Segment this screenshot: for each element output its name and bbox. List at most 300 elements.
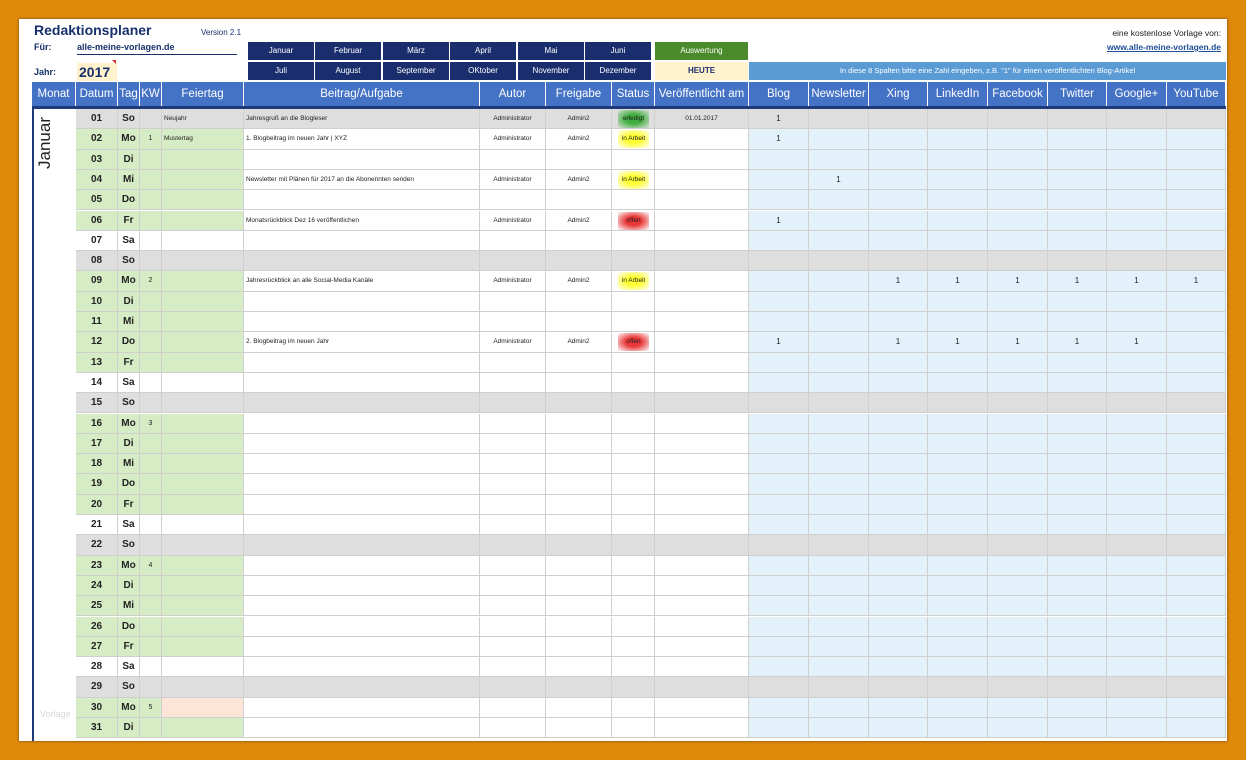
- cell-datum[interactable]: 18: [76, 454, 118, 474]
- cell-feiertag[interactable]: [162, 292, 244, 312]
- cell-blog[interactable]: 1: [749, 332, 809, 352]
- cell-tag[interactable]: Mo: [118, 556, 140, 576]
- cell-google[interactable]: [1107, 596, 1167, 616]
- cell-xing[interactable]: [869, 150, 928, 170]
- cell-kw[interactable]: [140, 170, 162, 190]
- cell-datum[interactable]: 05: [76, 190, 118, 210]
- cell-blog[interactable]: [749, 535, 809, 555]
- cell-tag[interactable]: Mo: [118, 271, 140, 291]
- cell-kw[interactable]: [140, 312, 162, 332]
- cell-status[interactable]: [612, 617, 655, 637]
- cell-google[interactable]: [1107, 373, 1167, 393]
- cell-youtube[interactable]: [1167, 414, 1226, 434]
- cell-blog[interactable]: [749, 373, 809, 393]
- cell-blog[interactable]: [749, 637, 809, 657]
- cell-status[interactable]: [612, 373, 655, 393]
- cell-veroeff[interactable]: [655, 495, 749, 515]
- cell-youtube[interactable]: [1167, 231, 1226, 251]
- cell-status[interactable]: [612, 211, 655, 231]
- cell-xing[interactable]: [869, 535, 928, 555]
- cell-linkedin[interactable]: [928, 170, 988, 190]
- cell-kw[interactable]: [140, 332, 162, 352]
- cell-google[interactable]: [1107, 495, 1167, 515]
- cell-autor[interactable]: [480, 718, 546, 738]
- cell-linkedin[interactable]: [928, 515, 988, 535]
- cell-facebook[interactable]: [988, 637, 1048, 657]
- cell-status[interactable]: [612, 474, 655, 494]
- cell-autor[interactable]: [480, 515, 546, 535]
- cell-beitrag[interactable]: Newsletter mit Plänen für 2017 an die Abonennten senden: [244, 170, 480, 190]
- cell-veroeff[interactable]: [655, 393, 749, 413]
- cell-datum[interactable]: 21: [76, 515, 118, 535]
- cell-youtube[interactable]: [1167, 393, 1226, 413]
- heute-button[interactable]: HEUTE: [655, 62, 748, 80]
- cell-autor[interactable]: [480, 637, 546, 657]
- cell-freigabe[interactable]: Admin2: [546, 129, 612, 149]
- cell-youtube[interactable]: [1167, 251, 1226, 271]
- column-header-autor[interactable]: Autor: [480, 82, 546, 106]
- cell-status[interactable]: [612, 251, 655, 271]
- cell-freigabe[interactable]: [546, 353, 612, 373]
- cell-tag[interactable]: Fr: [118, 495, 140, 515]
- cell-veroeff[interactable]: [655, 718, 749, 738]
- cell-veroeff[interactable]: [655, 535, 749, 555]
- cell-youtube[interactable]: [1167, 535, 1226, 555]
- cell-tag[interactable]: Mo: [118, 414, 140, 434]
- cell-newsletter[interactable]: [809, 332, 869, 352]
- cell-twitter[interactable]: [1048, 718, 1107, 738]
- cell-xing[interactable]: [869, 677, 928, 697]
- cell-feiertag[interactable]: [162, 535, 244, 555]
- cell-facebook[interactable]: [988, 454, 1048, 474]
- cell-xing[interactable]: [869, 292, 928, 312]
- cell-autor[interactable]: [480, 190, 546, 210]
- cell-feiertag[interactable]: [162, 373, 244, 393]
- cell-datum[interactable]: 02: [76, 129, 118, 149]
- cell-blog[interactable]: 1: [749, 109, 809, 129]
- cell-newsletter[interactable]: [809, 434, 869, 454]
- cell-tag[interactable]: Sa: [118, 657, 140, 677]
- cell-blog[interactable]: [749, 150, 809, 170]
- cell-xing[interactable]: [869, 393, 928, 413]
- cell-facebook[interactable]: [988, 718, 1048, 738]
- cell-veroeff[interactable]: [655, 373, 749, 393]
- cell-twitter[interactable]: [1048, 596, 1107, 616]
- cell-facebook[interactable]: [988, 190, 1048, 210]
- cell-autor[interactable]: [480, 292, 546, 312]
- cell-tag[interactable]: Mi: [118, 596, 140, 616]
- cell-twitter[interactable]: [1048, 353, 1107, 373]
- cell-kw[interactable]: [140, 474, 162, 494]
- cell-linkedin[interactable]: [928, 474, 988, 494]
- cell-datum[interactable]: 03: [76, 150, 118, 170]
- cell-twitter[interactable]: [1048, 698, 1107, 718]
- cell-google[interactable]: [1107, 535, 1167, 555]
- cell-youtube[interactable]: [1167, 129, 1226, 149]
- cell-kw[interactable]: [140, 535, 162, 555]
- cell-freigabe[interactable]: [546, 677, 612, 697]
- cell-kw[interactable]: [140, 677, 162, 697]
- cell-tag[interactable]: Fr: [118, 353, 140, 373]
- cell-feiertag[interactable]: [162, 150, 244, 170]
- cell-beitrag[interactable]: Monatsrückblick Dez 16 veröffentlichen: [244, 211, 480, 231]
- column-header-newsletter[interactable]: Newsletter: [809, 82, 869, 106]
- cell-xing[interactable]: 1: [869, 271, 928, 291]
- cell-blog[interactable]: [749, 434, 809, 454]
- cell-facebook[interactable]: [988, 576, 1048, 596]
- cell-beitrag[interactable]: [244, 474, 480, 494]
- cell-newsletter[interactable]: [809, 698, 869, 718]
- cell-beitrag[interactable]: [244, 434, 480, 454]
- cell-newsletter[interactable]: [809, 373, 869, 393]
- cell-veroeff[interactable]: [655, 231, 749, 251]
- cell-autor[interactable]: [480, 495, 546, 515]
- cell-tag[interactable]: Fr: [118, 637, 140, 657]
- cell-twitter[interactable]: [1048, 373, 1107, 393]
- cell-xing[interactable]: [869, 190, 928, 210]
- cell-kw[interactable]: [140, 150, 162, 170]
- cell-google[interactable]: [1107, 454, 1167, 474]
- cell-facebook[interactable]: [988, 211, 1048, 231]
- cell-youtube[interactable]: [1167, 718, 1226, 738]
- cell-datum[interactable]: 20: [76, 495, 118, 515]
- cell-beitrag[interactable]: [244, 698, 480, 718]
- cell-xing[interactable]: [869, 231, 928, 251]
- cell-tag[interactable]: So: [118, 535, 140, 555]
- cell-twitter[interactable]: [1048, 251, 1107, 271]
- cell-xing[interactable]: [869, 434, 928, 454]
- cell-datum[interactable]: 22: [76, 535, 118, 555]
- cell-twitter[interactable]: [1048, 657, 1107, 677]
- cell-facebook[interactable]: [988, 677, 1048, 697]
- cell-autor[interactable]: Administrator: [480, 129, 546, 149]
- cell-newsletter[interactable]: [809, 190, 869, 210]
- cell-twitter[interactable]: [1048, 495, 1107, 515]
- cell-datum[interactable]: 23: [76, 556, 118, 576]
- cell-freigabe[interactable]: [546, 718, 612, 738]
- cell-tag[interactable]: Di: [118, 718, 140, 738]
- cell-status[interactable]: [612, 190, 655, 210]
- cell-status[interactable]: [612, 129, 655, 149]
- cell-youtube[interactable]: [1167, 353, 1226, 373]
- cell-kw[interactable]: [140, 495, 162, 515]
- cell-veroeff[interactable]: [655, 474, 749, 494]
- cell-linkedin[interactable]: [928, 718, 988, 738]
- cell-freigabe[interactable]: [546, 535, 612, 555]
- cell-beitrag[interactable]: [244, 495, 480, 515]
- cell-feiertag[interactable]: [162, 617, 244, 637]
- cell-status[interactable]: [612, 637, 655, 657]
- cell-beitrag[interactable]: [244, 312, 480, 332]
- cell-google[interactable]: 1: [1107, 271, 1167, 291]
- cell-beitrag[interactable]: [244, 190, 480, 210]
- cell-status[interactable]: [612, 271, 655, 291]
- cell-tag[interactable]: Mo: [118, 698, 140, 718]
- cell-autor[interactable]: [480, 251, 546, 271]
- cell-status[interactable]: [612, 170, 655, 190]
- cell-blog[interactable]: [749, 292, 809, 312]
- month-button-august[interactable]: August: [315, 62, 381, 80]
- cell-xing[interactable]: [869, 718, 928, 738]
- cell-beitrag[interactable]: [244, 393, 480, 413]
- cell-veroeff[interactable]: [655, 596, 749, 616]
- cell-xing[interactable]: [869, 657, 928, 677]
- cell-freigabe[interactable]: Admin2: [546, 170, 612, 190]
- cell-freigabe[interactable]: [546, 190, 612, 210]
- cell-status[interactable]: [612, 434, 655, 454]
- cell-status[interactable]: [612, 515, 655, 535]
- cell-freigabe[interactable]: [546, 150, 612, 170]
- cell-linkedin[interactable]: [928, 454, 988, 474]
- cell-youtube[interactable]: [1167, 515, 1226, 535]
- cell-blog[interactable]: [749, 718, 809, 738]
- cell-datum[interactable]: 13: [76, 353, 118, 373]
- cell-kw[interactable]: [140, 353, 162, 373]
- cell-beitrag[interactable]: [244, 515, 480, 535]
- cell-google[interactable]: [1107, 231, 1167, 251]
- cell-youtube[interactable]: [1167, 332, 1226, 352]
- cell-xing[interactable]: [869, 454, 928, 474]
- cell-youtube[interactable]: [1167, 150, 1226, 170]
- cell-autor[interactable]: Administrator: [480, 170, 546, 190]
- cell-facebook[interactable]: [988, 414, 1048, 434]
- cell-kw[interactable]: 2: [140, 271, 162, 291]
- cell-linkedin[interactable]: [928, 373, 988, 393]
- cell-youtube[interactable]: [1167, 556, 1226, 576]
- cell-facebook[interactable]: [988, 312, 1048, 332]
- cell-kw[interactable]: [140, 657, 162, 677]
- cell-freigabe[interactable]: [546, 231, 612, 251]
- cell-google[interactable]: [1107, 576, 1167, 596]
- cell-autor[interactable]: [480, 698, 546, 718]
- cell-youtube[interactable]: [1167, 495, 1226, 515]
- cell-tag[interactable]: Di: [118, 150, 140, 170]
- cell-feiertag[interactable]: [162, 211, 244, 231]
- cell-facebook[interactable]: [988, 231, 1048, 251]
- cell-kw[interactable]: [140, 576, 162, 596]
- cell-freigabe[interactable]: [546, 312, 612, 332]
- cell-youtube[interactable]: [1167, 657, 1226, 677]
- cell-google[interactable]: [1107, 434, 1167, 454]
- cell-google[interactable]: [1107, 312, 1167, 332]
- cell-twitter[interactable]: [1048, 393, 1107, 413]
- cell-beitrag[interactable]: [244, 637, 480, 657]
- cell-google[interactable]: [1107, 393, 1167, 413]
- cell-linkedin[interactable]: [928, 617, 988, 637]
- cell-google[interactable]: [1107, 677, 1167, 697]
- cell-datum[interactable]: 15: [76, 393, 118, 413]
- cell-newsletter[interactable]: [809, 576, 869, 596]
- cell-google[interactable]: [1107, 474, 1167, 494]
- cell-newsletter[interactable]: [809, 271, 869, 291]
- cell-tag[interactable]: Di: [118, 292, 140, 312]
- cell-facebook[interactable]: 1: [988, 332, 1048, 352]
- cell-linkedin[interactable]: [928, 637, 988, 657]
- cell-xing[interactable]: [869, 312, 928, 332]
- cell-beitrag[interactable]: [244, 617, 480, 637]
- cell-linkedin[interactable]: 1: [928, 332, 988, 352]
- cell-blog[interactable]: [749, 474, 809, 494]
- cell-twitter[interactable]: [1048, 109, 1107, 129]
- cell-autor[interactable]: [480, 677, 546, 697]
- cell-tag[interactable]: Mi: [118, 454, 140, 474]
- cell-freigabe[interactable]: [546, 414, 612, 434]
- cell-veroeff[interactable]: [655, 129, 749, 149]
- cell-status[interactable]: [612, 454, 655, 474]
- cell-tag[interactable]: So: [118, 393, 140, 413]
- cell-xing[interactable]: [869, 596, 928, 616]
- cell-twitter[interactable]: [1048, 474, 1107, 494]
- cell-blog[interactable]: [749, 596, 809, 616]
- cell-xing[interactable]: [869, 556, 928, 576]
- cell-tag[interactable]: Mi: [118, 312, 140, 332]
- cell-tag[interactable]: Do: [118, 190, 140, 210]
- cell-veroeff[interactable]: [655, 617, 749, 637]
- cell-linkedin[interactable]: [928, 312, 988, 332]
- cell-veroeff[interactable]: [655, 211, 749, 231]
- cell-beitrag[interactable]: [244, 353, 480, 373]
- cell-twitter[interactable]: 1: [1048, 332, 1107, 352]
- month-button-januar[interactable]: Januar: [248, 42, 314, 60]
- cell-beitrag[interactable]: [244, 535, 480, 555]
- cell-freigabe[interactable]: [546, 495, 612, 515]
- cell-feiertag[interactable]: [162, 474, 244, 494]
- column-header-twitter[interactable]: Twitter: [1048, 82, 1107, 106]
- cell-google[interactable]: [1107, 129, 1167, 149]
- cell-autor[interactable]: [480, 454, 546, 474]
- cell-facebook[interactable]: [988, 495, 1048, 515]
- column-header-google-plus[interactable]: Google+: [1107, 82, 1167, 106]
- cell-feiertag[interactable]: [162, 414, 244, 434]
- cell-autor[interactable]: [480, 393, 546, 413]
- cell-feiertag[interactable]: [162, 312, 244, 332]
- cell-datum[interactable]: 31: [76, 718, 118, 738]
- cell-status[interactable]: [612, 312, 655, 332]
- cell-linkedin[interactable]: [928, 292, 988, 312]
- cell-xing[interactable]: [869, 698, 928, 718]
- month-button-märz[interactable]: März: [383, 42, 449, 60]
- column-header-status[interactable]: Status: [612, 82, 655, 106]
- cell-facebook[interactable]: [988, 596, 1048, 616]
- cell-feiertag[interactable]: [162, 515, 244, 535]
- cell-xing[interactable]: [869, 515, 928, 535]
- cell-veroeff[interactable]: [655, 515, 749, 535]
- cell-datum[interactable]: 07: [76, 231, 118, 251]
- cell-xing[interactable]: [869, 251, 928, 271]
- cell-beitrag[interactable]: Jahresgruß an die Blogleser: [244, 109, 480, 129]
- cell-newsletter[interactable]: [809, 150, 869, 170]
- cell-linkedin[interactable]: [928, 393, 988, 413]
- cell-kw[interactable]: 3: [140, 414, 162, 434]
- cell-feiertag[interactable]: [162, 434, 244, 454]
- cell-blog[interactable]: [749, 170, 809, 190]
- cell-newsletter[interactable]: [809, 535, 869, 555]
- cell-newsletter[interactable]: [809, 414, 869, 434]
- cell-google[interactable]: 1: [1107, 332, 1167, 352]
- auswertung-button[interactable]: Auswertung: [655, 42, 748, 60]
- cell-facebook[interactable]: [988, 393, 1048, 413]
- cell-kw[interactable]: 4: [140, 556, 162, 576]
- cell-feiertag[interactable]: [162, 190, 244, 210]
- cell-xing[interactable]: [869, 211, 928, 231]
- cell-xing[interactable]: [869, 637, 928, 657]
- cell-twitter[interactable]: [1048, 556, 1107, 576]
- cell-datum[interactable]: 10: [76, 292, 118, 312]
- cell-facebook[interactable]: [988, 109, 1048, 129]
- cell-xing[interactable]: [869, 373, 928, 393]
- cell-twitter[interactable]: [1048, 414, 1107, 434]
- cell-feiertag[interactable]: [162, 353, 244, 373]
- cell-datum[interactable]: 09: [76, 271, 118, 291]
- column-header-datum[interactable]: Datum: [76, 82, 118, 106]
- cell-veroeff[interactable]: [655, 677, 749, 697]
- cell-autor[interactable]: [480, 434, 546, 454]
- cell-facebook[interactable]: [988, 474, 1048, 494]
- cell-newsletter[interactable]: [809, 251, 869, 271]
- column-header-freigabe[interactable]: Freigabe: [546, 82, 612, 106]
- cell-datum[interactable]: 12: [76, 332, 118, 352]
- cell-tag[interactable]: Do: [118, 474, 140, 494]
- cell-kw[interactable]: 1: [140, 129, 162, 149]
- cell-beitrag[interactable]: 2. Blogbeitrag im neuen Jahr: [244, 332, 480, 352]
- cell-youtube[interactable]: [1167, 211, 1226, 231]
- cell-tag[interactable]: Mo: [118, 129, 140, 149]
- cell-blog[interactable]: [749, 251, 809, 271]
- cell-twitter[interactable]: [1048, 231, 1107, 251]
- cell-freigabe[interactable]: [546, 596, 612, 616]
- cell-veroeff[interactable]: [655, 292, 749, 312]
- cell-xing[interactable]: [869, 617, 928, 637]
- cell-blog[interactable]: [749, 576, 809, 596]
- cell-linkedin[interactable]: [928, 211, 988, 231]
- cell-xing[interactable]: [869, 129, 928, 149]
- cell-newsletter[interactable]: [809, 637, 869, 657]
- column-header-veroeffentlicht[interactable]: Veröffentlicht am: [655, 82, 749, 106]
- fuer-input[interactable]: alle-meine-vorlagen.de: [77, 42, 237, 55]
- cell-status[interactable]: [612, 596, 655, 616]
- cell-google[interactable]: [1107, 170, 1167, 190]
- cell-newsletter[interactable]: [809, 556, 869, 576]
- cell-newsletter[interactable]: [809, 231, 869, 251]
- cell-kw[interactable]: [140, 393, 162, 413]
- cell-feiertag[interactable]: [162, 637, 244, 657]
- cell-twitter[interactable]: [1048, 190, 1107, 210]
- cell-newsletter[interactable]: 1: [809, 170, 869, 190]
- cell-google[interactable]: [1107, 251, 1167, 271]
- cell-veroeff[interactable]: [655, 434, 749, 454]
- cell-autor[interactable]: [480, 596, 546, 616]
- column-header-monat[interactable]: Monat: [32, 82, 76, 106]
- cell-youtube[interactable]: [1167, 434, 1226, 454]
- cell-feiertag[interactable]: [162, 271, 244, 291]
- cell-google[interactable]: [1107, 515, 1167, 535]
- cell-tag[interactable]: Sa: [118, 373, 140, 393]
- cell-veroeff[interactable]: [655, 353, 749, 373]
- cell-linkedin[interactable]: [928, 698, 988, 718]
- cell-newsletter[interactable]: [809, 677, 869, 697]
- cell-datum[interactable]: 11: [76, 312, 118, 332]
- cell-datum[interactable]: 30: [76, 698, 118, 718]
- cell-linkedin[interactable]: [928, 576, 988, 596]
- cell-beitrag[interactable]: [244, 718, 480, 738]
- template-source-link[interactable]: www.alle-meine-vorlagen.de: [1107, 42, 1221, 52]
- cell-datum[interactable]: 28: [76, 657, 118, 677]
- cell-facebook[interactable]: [988, 556, 1048, 576]
- cell-feiertag[interactable]: [162, 718, 244, 738]
- month-button-mai[interactable]: Mai: [518, 42, 584, 60]
- cell-tag[interactable]: So: [118, 251, 140, 271]
- cell-kw[interactable]: [140, 190, 162, 210]
